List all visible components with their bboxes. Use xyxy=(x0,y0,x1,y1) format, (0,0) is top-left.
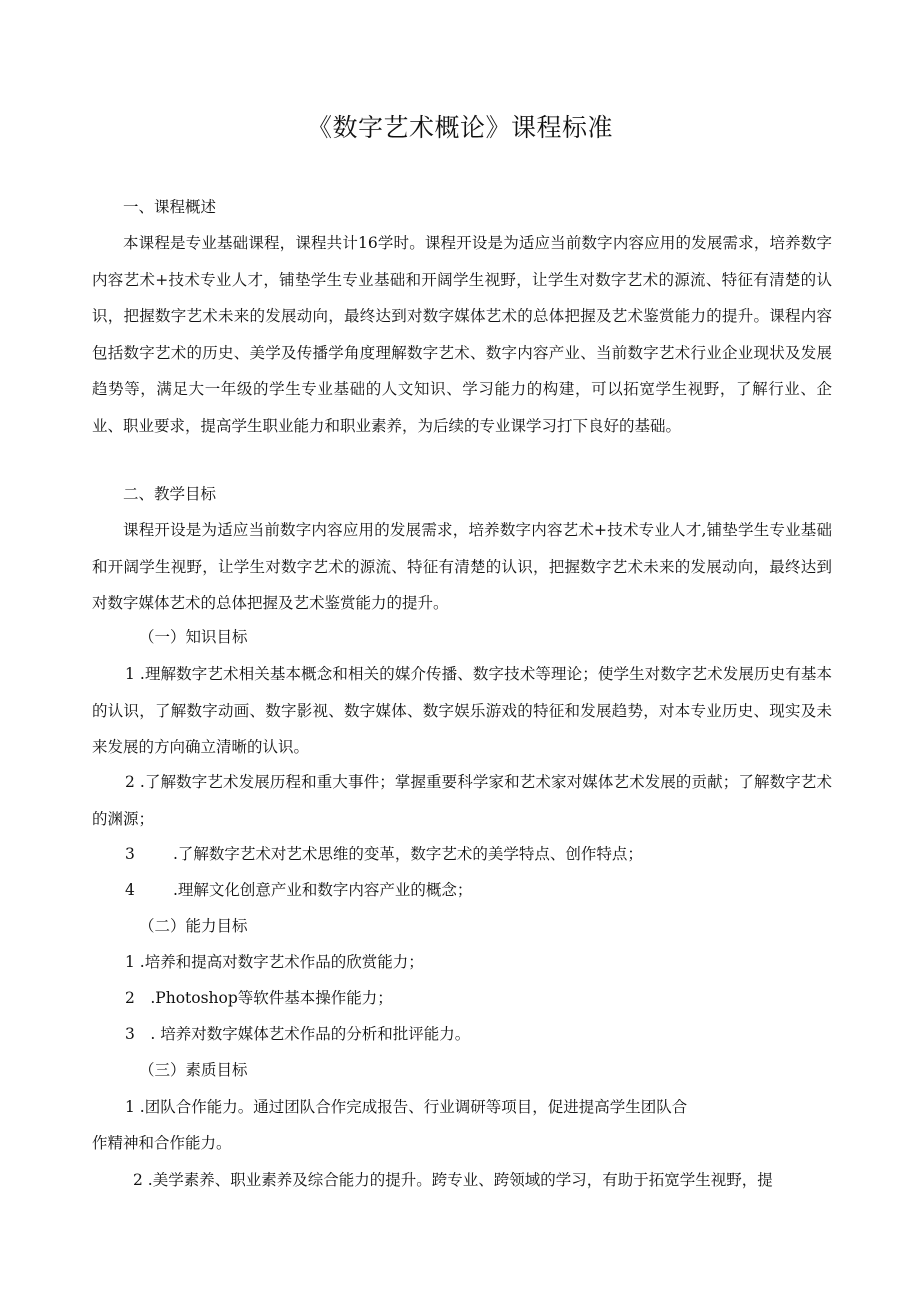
goals-paragraph: 课程开设是为适应当前数字内容应用的发展需求，培养数字内容艺术+技术专业人才,铺垫学生专业基础和开阔学生视野，让学生对数字艺术的源流、特征有清楚的认识，把握数字艺术未来的发展动向，最终达到对数字媒体艺术的总体把握及艺术鉴赏能力的提升。 xyxy=(92,521,832,612)
ability-item-2: 2 .Photoshop等软件基本操作能力； xyxy=(125,989,393,1007)
knowledge-item-3-text: .了解数字艺术对艺术思维的变革，数字艺术的美学特点、创作特点； xyxy=(173,845,643,863)
document-title: 《数字艺术概论》课程标准 xyxy=(306,113,613,142)
overview-paragraph: 本课程是专业基础课程，课程共计16学时。课程开设是为适应当前数字内容应用的发展需求，培养数字内容艺术+技术专业人才，铺垫学生专业基础和开阔学生视野，让学生对数字艺术的源流、特征有清楚的认识，把握数字艺术未来的发展动向，最终达到对数字媒体艺术的总体把握及艺术鉴赏能力的提升。课程内容包括数字艺术的历史、美学及传播学角度理解数字艺术、数字内容产业、当前数字艺术行业企业现状及发展趋势等，满足大一年级的学生专业基础的人文知识、学习能力的构建，可以拓宽学生视野，了解行业、企业、职业要求，提高学生职业能力和职业素养，为后续的专业课学习打下良好的基础。 xyxy=(92,234,832,435)
knowledge-item-2: 2 .了解数字艺术发展历程和重大事件；掌握重要科学家和艺术家对媒体艺术发展的贡献；了解数字艺术的渊源； xyxy=(92,773,832,828)
subheading-quality: （三）素质目标 xyxy=(139,1061,248,1079)
quality-item-1-line-1: 1 .团队合作能力。通过团队合作完成报告、行业调研等项目，促进提高学生团队合 xyxy=(125,1098,688,1116)
knowledge-item-4 xyxy=(125,872,472,909)
knowledge-item-1: 1 .理解数字艺术相关基本概念和相关的媒介传播、数字技术等理论；使学生对数字艺术发展历史有基本的认识，了解数字动画、数字影视、数字媒体、数字娱乐游戏的特征和发展趋势，对本专业历史、现实及未来发展的方向确立清晰的认识。 xyxy=(92,665,832,756)
knowledge-item-3-number: 3 xyxy=(125,845,135,863)
knowledge-item-4-number: 4 xyxy=(125,881,135,899)
knowledge-item-3 xyxy=(125,836,643,873)
quality-item-1-line-2: 作精神和合作能力。 xyxy=(92,1134,232,1152)
quality-item-2: 2 .美学素养、职业素养及综合能力的提升。跨专业、跨领域的学习，有助于拓宽学生视野，提 xyxy=(133,1171,773,1189)
ability-item-3: 3 . 培养对数字媒体艺术作品的分析和批评能力。 xyxy=(125,1025,471,1043)
knowledge-item-4-text: .理解文化创意产业和数字内容产业的概念； xyxy=(173,881,473,899)
section-heading-overview: 一、课程概述 xyxy=(123,198,217,216)
section-heading-goals: 二、教学目标 xyxy=(123,485,217,503)
subheading-ability: （二）能力目标 xyxy=(139,917,248,935)
ability-item-1: 1 .培养和提高对数字艺术作品的欣赏能力； xyxy=(125,953,424,971)
subheading-knowledge: （一）知识目标 xyxy=(139,628,248,646)
